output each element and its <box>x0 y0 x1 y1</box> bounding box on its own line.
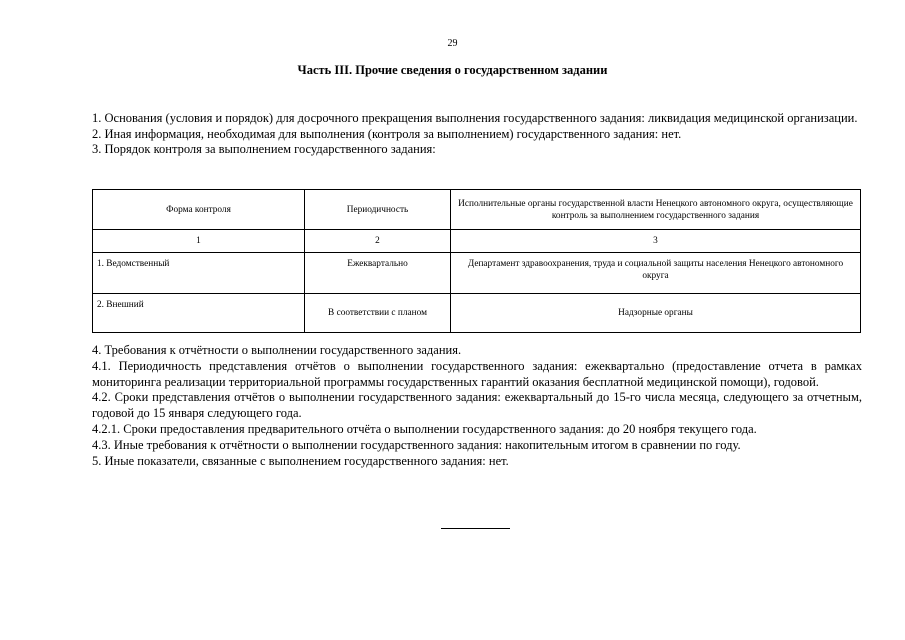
column-number: 2 <box>305 230 451 253</box>
header-periodicity: Периодичность <box>305 190 451 230</box>
control-table <box>92 189 861 333</box>
header-authorities: Исполнительные органы государственной власти Ненецкого автономного округа, осуществляющие контроль за выполнением государственного задания <box>451 190 861 230</box>
page-number: 29 <box>447 38 458 49</box>
table-cell: Ежеквартально <box>305 253 451 294</box>
requirement-item: 4.2.1. Сроки предоставления предварительного отчёта о выполнении государственного задания: до 20 ноября текущего года. <box>92 421 757 436</box>
requirement-item: 4. Требования к отчётности о выполнении государственного задания. <box>92 343 462 357</box>
column-number: 3 <box>451 230 861 253</box>
separator-line <box>441 528 510 529</box>
table-row <box>93 253 861 294</box>
intro-item-3: 3. Порядок контроля за выполнением государственного задания: <box>92 142 436 156</box>
header-form: Форма контроля <box>93 190 305 230</box>
requirement-item: 5. Иные показатели, связанные с выполнением государственного задания: нет. <box>92 453 509 468</box>
column-number: 1 <box>93 230 305 253</box>
part-title: Часть III. Прочие сведения о государственном задании <box>297 63 608 77</box>
table-number-row <box>93 230 861 253</box>
intro-item-1: 1. Основания (условия и порядок) для досрочного прекращения выполнения государственного задания: ликвидация медицинской организации. <box>92 111 858 125</box>
table-cell: 1. Ведомственный <box>93 253 305 294</box>
table-cell: Надзорные органы <box>451 294 861 333</box>
intro-item-2: 2. Иная информация, необходимая для выполнения (контроля за выполнением) государственного задания: нет. <box>92 126 682 141</box>
intro-section <box>92 111 862 158</box>
table-cell: Департамент здравоохранения, труда и социальной защиты населения Ненецкого автономного округа <box>451 253 861 294</box>
requirement-item: 4.2. Сроки представления отчётов о выполнении государственного задания: ежеквартальный до 15-го числа месяца, следующего за отчетным, годовой до 15 января следующего года. <box>92 390 862 421</box>
table-row <box>93 294 861 333</box>
requirement-item: 4.3. Иные требования к отчётности о выполнении государственного задания: накопительным итогом в сравнении по году. <box>92 437 741 452</box>
requirement-item: 4.1. Периодичность представления отчётов о выполнении государственного задания: ежеквартально (предоставление отчета в рамках мониторинга реализации территориальной программы государственных гарантий оказания бесплатной медицинской помощи), годовой. <box>92 358 862 389</box>
requirements-section <box>92 343 862 469</box>
table-header-row <box>93 190 861 230</box>
table-cell: 2. Внешний <box>93 294 305 333</box>
table-cell: В соответствии с планом <box>305 294 451 333</box>
